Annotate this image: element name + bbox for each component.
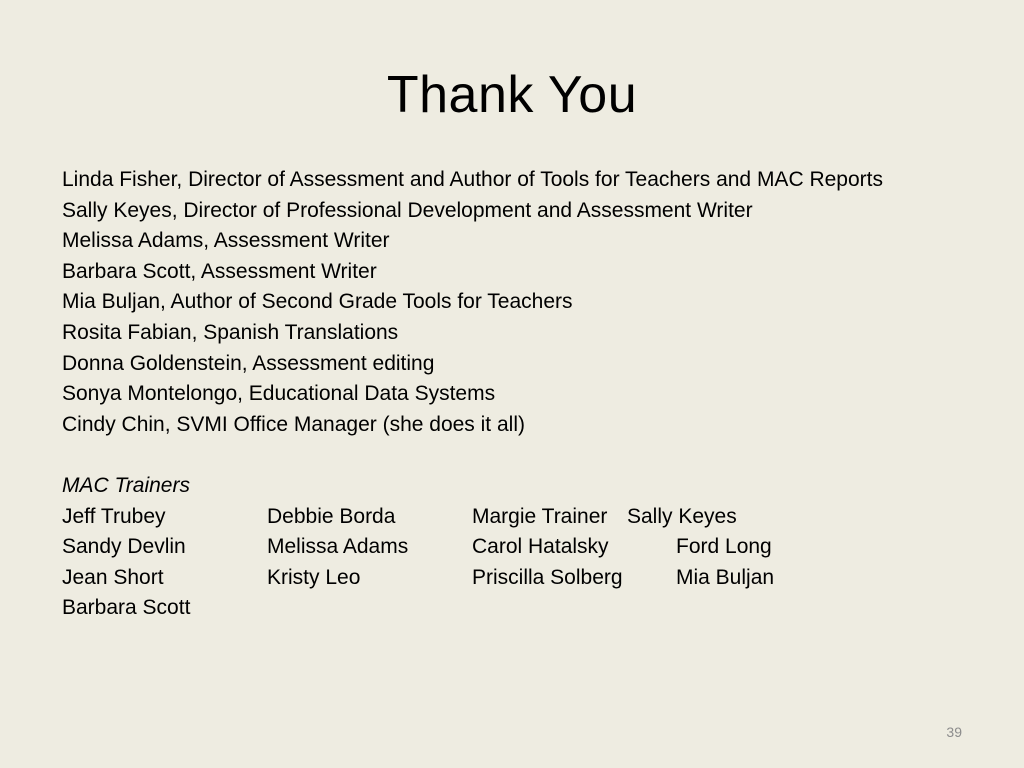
credit-line: Sally Keyes, Director of Professional Development and Assessment Writer bbox=[62, 198, 753, 222]
trainer-name: Kristy Leo bbox=[267, 565, 361, 589]
trainer-row bbox=[62, 532, 982, 563]
trainer-name: Barbara Scott bbox=[62, 596, 191, 620]
credit-line: Linda Fisher, Director of Assessment and Author of Tools for Teachers and MAC Reports bbox=[62, 168, 883, 191]
page-number: 39 bbox=[946, 724, 962, 740]
credit-line: Donna Goldenstein, Assessment editing bbox=[62, 351, 435, 375]
trainer-name: Debbie Borda bbox=[267, 504, 396, 528]
credit-line: Mia Buljan, Author of Second Grade Tools for Teachers bbox=[62, 290, 573, 314]
trainer-name: Carol Hatalsky bbox=[472, 535, 609, 559]
trainer-name: Margie Trainer bbox=[472, 504, 608, 528]
trainer-name: Sandy Devlin bbox=[62, 535, 186, 559]
slide-title: Thank You bbox=[386, 66, 638, 124]
trainer-name: Jeff Trubey bbox=[62, 504, 166, 528]
credit-line: Barbara Scott, Assessment Writer bbox=[62, 259, 377, 283]
trainer-row bbox=[62, 563, 982, 594]
trainer-name: Ford Long bbox=[676, 535, 772, 559]
trainer-row bbox=[62, 593, 982, 624]
spacer bbox=[62, 440, 982, 471]
trainer-name: Jean Short bbox=[62, 565, 164, 589]
trainer-name: Sally Keyes bbox=[627, 504, 737, 528]
credit-line: Cindy Chin, SVMI Office Manager (she does it all) bbox=[62, 412, 525, 436]
trainers-heading: MAC Trainers bbox=[62, 473, 190, 497]
credit-line: Melissa Adams, Assessment Writer bbox=[62, 229, 390, 253]
credit-line: Sonya Montelongo, Educational Data Systems bbox=[62, 382, 496, 406]
trainer-row bbox=[62, 502, 982, 533]
slide-body bbox=[62, 165, 982, 624]
trainer-name: Melissa Adams bbox=[267, 535, 409, 559]
trainer-name: Priscilla Solberg bbox=[472, 565, 623, 589]
credit-line: Rosita Fabian, Spanish Translations bbox=[62, 320, 399, 344]
trainer-name: Mia Buljan bbox=[676, 565, 775, 589]
